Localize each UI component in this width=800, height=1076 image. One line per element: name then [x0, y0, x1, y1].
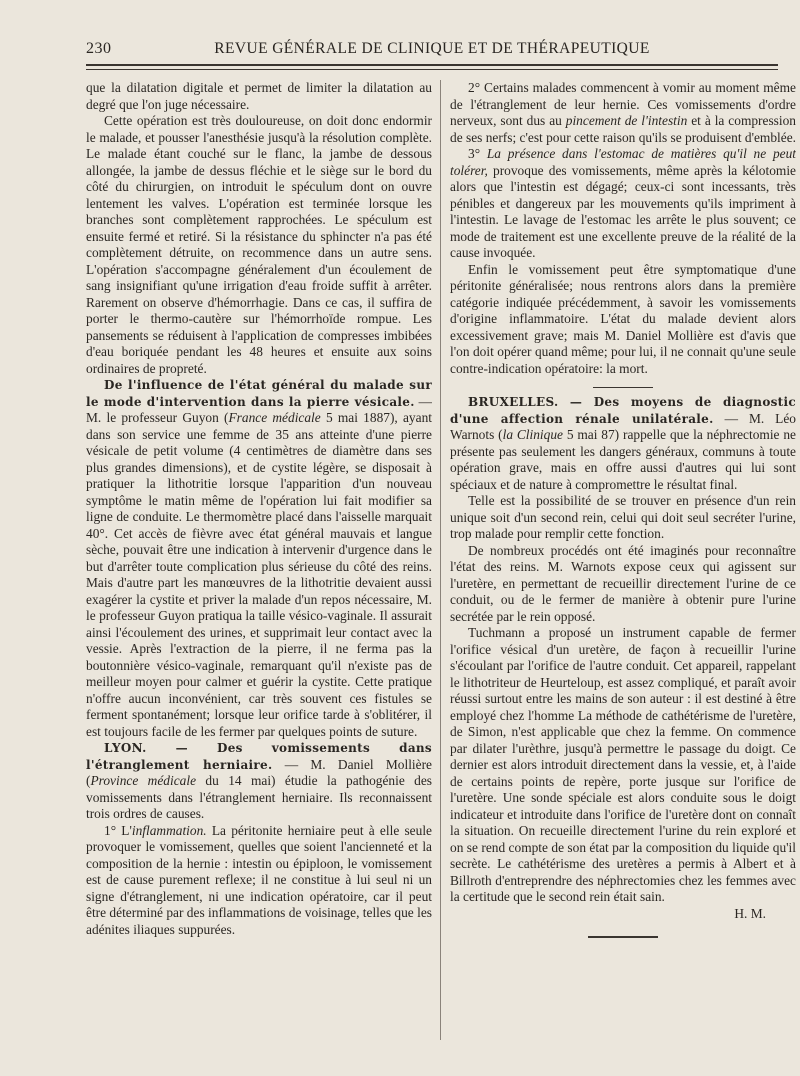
author-signature: H. M. [734, 905, 766, 921]
paragraph: 2° Certains malades commencent à vomir au moment même de l'étranglement de leur hernie. Ces vomissements d'ordre nerveux, sont dus au pincement de l'intestin et à la compression de ses nerfs; c'est pour cette raison qu'ils se produisent d'emblée. [450, 80, 796, 145]
paragraph: Cette opération est très douloureuse, on doit donc endormir le malade, et pousser l'anesthésie jusqu'à la résolution complète. Le malade étant couché sur le flanc, la jambe de dessous allongée, la jambe de dessus fléchie et le siège sur le bord du côté du chirurgien, on introduit le spéculum dont on ouvre lentement les valves. L'opération est terminée lorsque les branches sont complètement rapprochées. Le spéculum est ensuite fermé et retiré. Si la résistance du sphincter n'a pas été complètement détruite, on recommence dans un autre sens. L'opération s'accompagne généralement d'un écoulement de sang insignifiant qu'une irrigation d'eau froide suffit à arrêter. Rarement on observe d'hémorrhagie. Dans ce cas, il suffira de porter le thermo-cautère sur l'hémorrhoïde rompue. Les pansements se réduisent à l'application de compresses imbibées d'eau boriquée pendant les 48 heures et ensuite aux soins ordinaires de propreté. [86, 113, 432, 376]
journal-citation: la Clinique [502, 427, 563, 442]
journal-citation: France médicale [228, 410, 321, 425]
section-divider [593, 387, 653, 388]
paragraph: De nombreux procédés ont été imaginés pour reconnaître l'état des reins. M. Warnots expose ceux qui agissent sur l'uretère, en permettant de recueillir directement l'urine de ce conduit, ou de le fermer de manière à obtenir pure l'urine secrétée par le rein opposé. [450, 542, 796, 624]
column-divider [440, 80, 441, 1040]
left-column [86, 80, 432, 1050]
paragraph: Telle est la possibilité de se trouver en présence d'un rein unique soit d'un second rein, celui qui doit seul secréter l'urine, trop malade pour remplir cette fonction. [450, 493, 796, 541]
right-column [450, 80, 796, 1050]
running-header [86, 38, 778, 62]
section-heading: De l'influence de l'état général du malade sur le mode d'intervention dans la pierre vésicale. [86, 378, 432, 409]
header-rule [86, 64, 778, 70]
article-bruxelles: BRUXELLES. — Des moyens de diagnostic d'une affection rénale unilatérale. — M. Léo Warnots (la Clinique 5 mai 87) rappelle que la néphrectomie ne présente pas seulement les dangers généraux, communs à toute opération grave, mais en offre aussi d'autres qui lui sont spéciaux et de nature à compromettre le résultat final. [450, 395, 796, 492]
paragraph: que la dilatation digitale et permet de limiter la dilatation au degré que l'on juge nécessaire. [86, 80, 432, 112]
section-heading: LYON. — Des vomissements dans l'étranglement herniaire. [86, 741, 432, 772]
journal-citation: Province médicale [90, 773, 197, 788]
section-heading: BRUXELLES. — Des moyens de diagnostic d'une affection rénale unilatérale. [450, 395, 796, 426]
running-title: REVUE GÉNÉRALE DE CLINIQUE ET DE THÉRAPEUTIQUE [214, 40, 650, 57]
article-guyon: De l'influence de l'état général du malade sur le mode d'intervention dans la pierre vésicale. — M. le professeur Guyon (France médicale 5 mai 1887), ayant dans son service une femme de 35 ans atteinte d'une pierre vésicale de petit volume (4 centimètres de diamètre dans ses plus grandes dimensions), et de cystite légère, se disposait à pratiquer la lithotritie lorsque l'apparition d'un nouveau symptôme le matin même de l'opération lui fait modifier sa ligne de conduite. Le thermomètre placé dans l'aisselle marquait 40°. Cet accès de fièvre avec état général mauvais et langue sèche, pouvait être une indication à intervenir d'urgence dans le but d'arrêter toute complication plus sérieuse du côté des reins. Mais d'autre part les manœuvres de la lithotritie devaient aussi exagérer la cystite et priver la malade d'un repos nécessaire, M. le professeur Guyon pratiqua la taille vésico-vaginale. Il assurait ainsi l'écoulement des urines, et supprimait leur contact avec la vessie. Après l'extraction de la pierre, il ne ferma pas la boutonnière vésico-vaginale, remarquant qu'il n'existe pas de meilleur moyen pour calmer et guérir la cystite. Cette pratique n'offre aucun inconvénient, car très souvent ces fistules se ferment spontanément; lorsque leur orifice tarde à s'oblitérer, il est toujours facile de les fermer par quelques points de suture. [86, 378, 432, 739]
paragraph: 1° L'inflammation. La péritonite herniaire peut à elle seule provoquer le vomissement, quelles que soient l'ancienneté et la composition de la hernie : intestin ou épiploon, le vomissement est de cause purement reflexe; il ne constitue à lui seul ni un signe d'étranglement, ni une indication opératoire, car il peut être déterminé par des inflammations de voisinage, telles que les adénites iliaques suppurées. [86, 822, 432, 937]
paragraph: Tuchmann a proposé un instrument capable de fermer l'orifice vésical d'un uretère, de façon à recueillir l'urine s'écoulant par l'orifice de l'autre conduit. Cet appareil, rappelant le lithotriteur de Heurteloup, est assez compliqué, et paraît avoir réussi surtout entre les mains de son auteur : il est destiné à être employé chez l'homme La méthode de cathétérisme de l'uretère, de Simon, n'est applicable que chez la femme. On commence par dilater l'urèthre, jusqu'à permettre le passage du doigt. Ce dernier est alors introduit directement dans la vessie, et, à l'aide de certains points de repère, porte jusque sur l'orifice de l'uretère. Une sonde spéciale est alors conduite sous le doigt indicateur et introduite dans l'orifice de l'uretère dont on connaît la situation. On recueille directement l'urine du rein exploré et on se rend compte de son état par la composition du liquide qu'il secrète. Le cathétérisme des uretères a permis à Albert et à Billroth d'entreprendre des néphrectomies chez les femmes avec la certitude que le second rein était sain. [450, 625, 796, 904]
end-rule [588, 936, 658, 938]
page-number: 230 [86, 40, 112, 57]
article-lyon: LYON. — Des vomissements dans l'étranglement herniaire. — M. Daniel Mollière (Province médicale du 14 mai) étudie la pathogénie des vomissements dans l'étranglement herniaire. Ils reconnaissent trois ordres de causes. [86, 741, 432, 821]
paragraph: 3° La présence dans l'estomac de matières qu'il ne peut tolérer, provoque des vomissements, même après la kélotomie alors que l'intestin est dégagé; ceux-ci sont incessants, très pénibles et dangereux par les mouvements qu'ils impriment à l'intestin. Le lavage de l'estomac les arrête le plus souvent; ce mode de traitement est une excellente preuve de la réalité de la cause invoquée. [450, 146, 796, 260]
paragraph: Enfin le vomissement peut être symptomatique d'une péritonite généralisée; nous rentrons alors dans la première catégorie indiquée précédemment, à savoir les vomissements d'origine inflammatoire. L'état du malade devient alors excessivement grave; mais M. Daniel Mollière est d'avis que l'on doit opérer quand même; pour lui, il ne connait qu'une seule contre-indication opératoire: la mort. [450, 261, 796, 376]
